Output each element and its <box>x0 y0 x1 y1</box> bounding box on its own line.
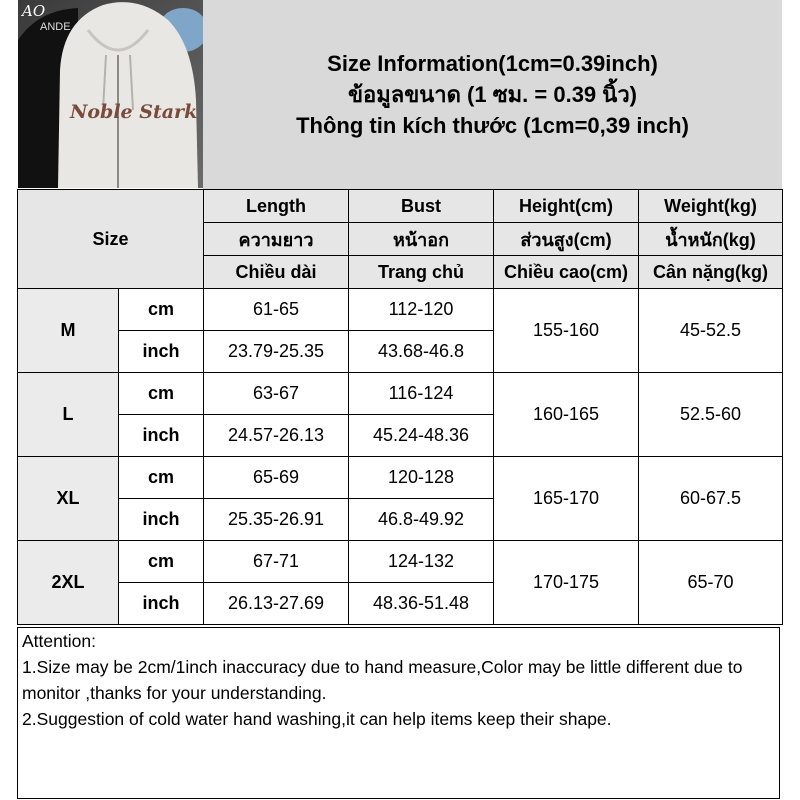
length-inch-value: 26.13-27.69 <box>204 583 349 625</box>
attention-heading: Attention: <box>22 631 96 651</box>
length-cm-value: 61-65 <box>204 289 349 331</box>
unit-label-cm: cm <box>119 541 204 583</box>
bust-cm-value: 112-120 <box>349 289 494 331</box>
size-label: 2XL <box>18 541 119 625</box>
column-header-length-thai: ความยาว <box>204 223 349 256</box>
size-information-header <box>203 0 782 190</box>
table-row <box>18 373 783 415</box>
height-value: 160-165 <box>494 373 639 457</box>
title-vietnamese: Thông tin kích thước (1cm=0,39 inch) <box>296 113 689 138</box>
column-header-weight-thai: น้ำหนัก(kg) <box>639 223 783 256</box>
weight-value: 65-70 <box>639 541 783 625</box>
column-header-length: Length <box>204 190 349 223</box>
product-photo <box>18 0 204 188</box>
length-inch-value: 25.35-26.91 <box>204 499 349 541</box>
bust-cm-value: 120-128 <box>349 457 494 499</box>
bust-inch-value: 45.24-48.36 <box>349 415 494 457</box>
column-header-length-vietnamese: Chiều dài <box>204 256 349 289</box>
size-label: M <box>18 289 119 373</box>
hoodie-print-left: Noble Stark <box>70 101 198 123</box>
attention-notes <box>17 627 780 799</box>
column-header-height-vietnamese: Chiều cao(cm) <box>494 256 639 289</box>
weight-value: 60-67.5 <box>639 457 783 541</box>
unit-label-cm: cm <box>119 373 204 415</box>
title-thai: ข้อมูลขนาด (1 ซม. = 0.39 นิ้ว) <box>347 82 637 107</box>
size-label: XL <box>18 457 119 541</box>
column-header-height-thai: ส่วนสูง(cm) <box>494 223 639 256</box>
size-column-header: Size <box>18 190 204 289</box>
unit-label-inch: inch <box>119 499 204 541</box>
unit-label-cm: cm <box>119 289 204 331</box>
unit-label-inch: inch <box>119 583 204 625</box>
title-english: Size Information(1cm=0.39inch) <box>327 51 658 76</box>
unit-label-cm: cm <box>119 457 204 499</box>
length-cm-value: 67-71 <box>204 541 349 583</box>
column-header-weight-vietnamese: Cân nặng(kg) <box>639 256 783 289</box>
attention-note-1: 1.Size may be 2cm/1inch inaccuracy due to hand measure,Color may be little different due to monitor ,thanks for your understanding. <box>22 657 743 703</box>
weight-value: 52.5-60 <box>639 373 783 457</box>
weight-value: 45-52.5 <box>639 289 783 373</box>
hoodie-image <box>18 0 203 188</box>
length-cm-value: 63-67 <box>204 373 349 415</box>
size-chart-table <box>17 189 783 625</box>
height-value: 155-160 <box>494 289 639 373</box>
column-header-bust-thai: หน้าอก <box>349 223 494 256</box>
unit-label-inch: inch <box>119 331 204 373</box>
length-cm-value: 65-69 <box>204 457 349 499</box>
table-row <box>18 457 783 499</box>
unit-label-inch: inch <box>119 415 204 457</box>
column-header-height: Height(cm) <box>494 190 639 223</box>
attention-note-2: 2.Suggestion of cold water hand washing,it can help items keep their shape. <box>22 709 612 729</box>
column-header-bust-vietnamese: Trang chủ <box>349 256 494 289</box>
brand-logo: AO <box>22 2 46 20</box>
size-label: L <box>18 373 119 457</box>
length-inch-value: 23.79-25.35 <box>204 331 349 373</box>
bust-inch-value: 48.36-51.48 <box>349 583 494 625</box>
height-value: 165-170 <box>494 457 639 541</box>
brand-logo-text: ANDE <box>40 21 71 33</box>
table-row <box>18 289 783 331</box>
column-header-weight: Weight(kg) <box>639 190 783 223</box>
length-inch-value: 24.57-26.13 <box>204 415 349 457</box>
bust-cm-value: 116-124 <box>349 373 494 415</box>
bust-inch-value: 46.8-49.92 <box>349 499 494 541</box>
bust-cm-value: 124-132 <box>349 541 494 583</box>
bust-inch-value: 43.68-46.8 <box>349 331 494 373</box>
table-row <box>18 541 783 583</box>
height-value: 170-175 <box>494 541 639 625</box>
column-header-bust: Bust <box>349 190 494 223</box>
header-row-english <box>18 190 783 223</box>
